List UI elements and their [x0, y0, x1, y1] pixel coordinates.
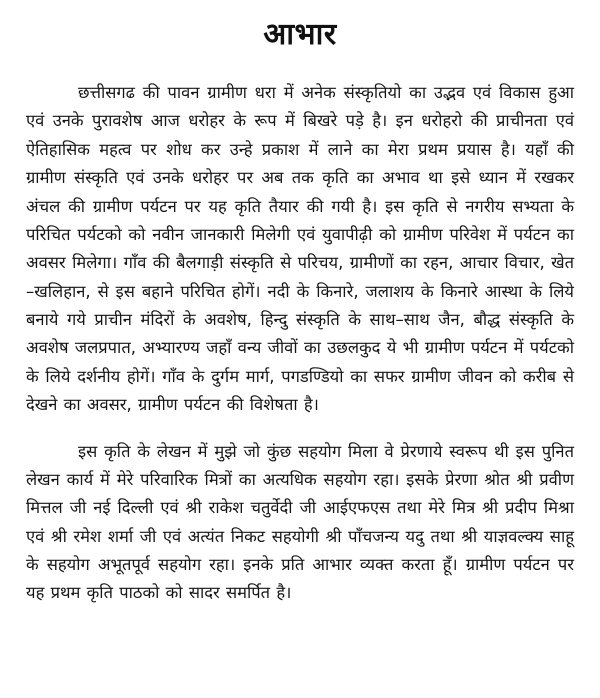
page-title: आभार — [263, 17, 337, 52]
body-text — [26, 79, 574, 608]
paragraph-acknowledgment-thanks: इस कृति के लेखन में मुझे जो कुंछ सहयोग मिला वे प्रेरणाये स्वरूप थी इस पुनित लेखन कार्य में मेरे परिवारिक मित्रों का अत्यधिक सहयोग रहा। इसके प्रेरणा श्रोत श्री प्रवीण मित्तल जी नई दिल्ली एवं श्री राकेश चतुर्वेदी जी आईएफएस तथा मेरे मित्र श्री प्रदीप मिश्रा एवं श्री रमेश शर्मा जी एवं अत्यंत निकट सहयोगी श्री पाँचजन्य यदु तथा श्री याज्ञवल्क्य साहू के सहयोग अभूतपूर्व सहयोग रहा। इनके प्रति आभार व्यक्त करता हूँ। ग्रामीण पर्यटन पर यह प्रथम कृति पाठको को सादर समर्पित है। — [26, 441, 574, 603]
paragraph-acknowledgment-intro: छत्तीसगढ की पावन ग्रामीण धरा में अनेक संस्कृतियो का उद्भव एवं विकास हुआ एवं उनके पुरावशेष आज धरोहर के रूप में बिखरे पड़े है। इन धरोहरो की प्राचीनता एवं ऐतिहासिक महत्व पर शोध कर उन्हे प्रकाश में लाने का मेरा प्रथम प्रयास है। यहाँ की ग्रामीण संस्कृति एवं उनके धरोहर पर अब तक कृति का अभाव था इसे ध्यान में रखकर अंचल की ग्रामीण पर्यटन पर यह कृति तैयार की गयी है। इस कृति से नगरीय सभ्यता के परिचित पर्यटको को नवीन जानकारी मिलेगी एवं युवापीढ़ी को ग्रामीण परिवेश में पर्यटन का अवसर मिलेगा। गाँव की बैलगाड़ी संस्कृति से परिचय, ग्रामीणों का रहन, आचार विचार, खेत –खलिहान, से इस बहाने परिचित होगें। नदी के किनारे, जलाशय के किनारे आस्था के लिये बनाये गये प्राचीन मंदिरों के अवशेष, हिन्दु संस्कृति के साथ–साथ जैन, बौद्ध संस्कृति के अवशेष जलप्रपात, अभ्यारण्य जहाँ वन्य जीवों का उछलकुद ये भी ग्रामीण पर्यटन में पर्यटको के लिये दर्शनीय होगें। गाँव के दुर्गम मार्ग, पगडण्डियो का सफर ग्रामीण जीवन को करीब से देखने का अवसर, ग्रामीण पर्यटन की विशेषता है। — [26, 83, 574, 415]
